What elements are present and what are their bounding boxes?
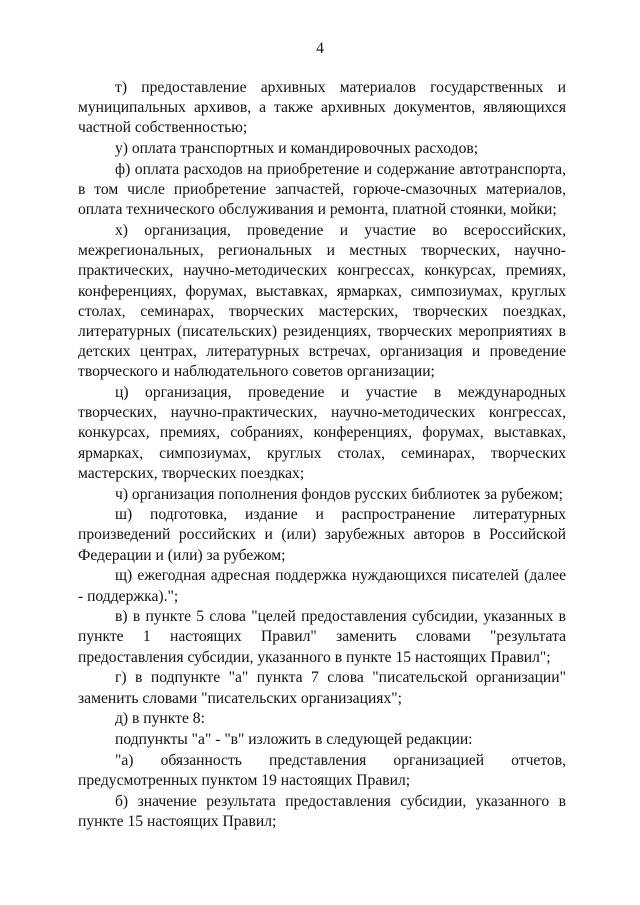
paragraph-shch: щ) ежегодная адресная поддержка нуждающихся писателей (далее - поддержка)."; [78,567,566,605]
document-body [78,78,566,832]
paragraph-f: ф) оплата расходов на приобретение и содержание автотранспорта, в том числе приобретение запчастей, горюче-смазочных материалов, оплата технического обслуживания и ремонта, платной стоянки, мойки; [78,160,566,219]
paragraph-kh: х) организация, проведение и участие во всероссийских, межрегиональных, региональных и местных творческих, научно-практических, научно-методических конгрессах, конкурсах, премиях, конференциях, форумах, выставках, ярмарках, симпозиумах, круглых столах, семинарах, творческих мастерских, творческих поездках, литературных (писательских) резиденциях, творческих мероприятиях в детских центрах, литературных встречах, организация и проведение творческого и наблюдательного советов организации; [78,221,566,381]
paragraph-t: т) предоставление архивных материалов государственных и муниципальных архивов, а также архивных документов, являющихся частной собственностью; [78,79,566,137]
paragraph-v: в) в пункте 5 слова "целей предоставления субсидии, указанных в пункте 1 настоящих Правил" заменить словами "результата предоставления субсидии, указанного в пункте 15 настоящих Правил"; [78,608,566,666]
page-number: 4 [316,40,324,57]
paragraph-ch: ч) организация пополнения фондов русских библиотек за рубежом; [115,485,563,503]
paragraph-ts: ц) организация, проведение и участие в международных творческих, научно-практических, научно-методических конгрессах, конкурсах, премиях, собраниях, конференциях, форумах, выставках, ярмарках, симпозиумах, круглых столах, семинарах, творческих мастерских, творческих поездках; [78,384,566,482]
paragraph-g: г) в подпункте "а" пункта 7 слова "писательской организации" заменить словами "писательских организациях"; [78,669,566,707]
paragraph-b-new: б) значение результата предоставления субсидии, указанного в пункте 15 настоящих Правил; [78,792,566,830]
paragraph-a-new: "а) обязанность представления организацией отчетов, предусмотренных пунктом 19 настоящих Правил; [78,751,566,789]
paragraph-subpoints: подпункты "а" - "в" изложить в следующей редакции: [115,731,473,748]
paragraph-d: д) в пункте 8: [115,710,205,728]
paragraph-u: у) оплата транспортных и командировочных расходов; [115,140,479,158]
paragraph-sh: ш) подготовка, издание и распространение литературных произведений российских и (или) зарубежных авторов в Российской Федерации и (или) за рубежом; [78,506,566,564]
